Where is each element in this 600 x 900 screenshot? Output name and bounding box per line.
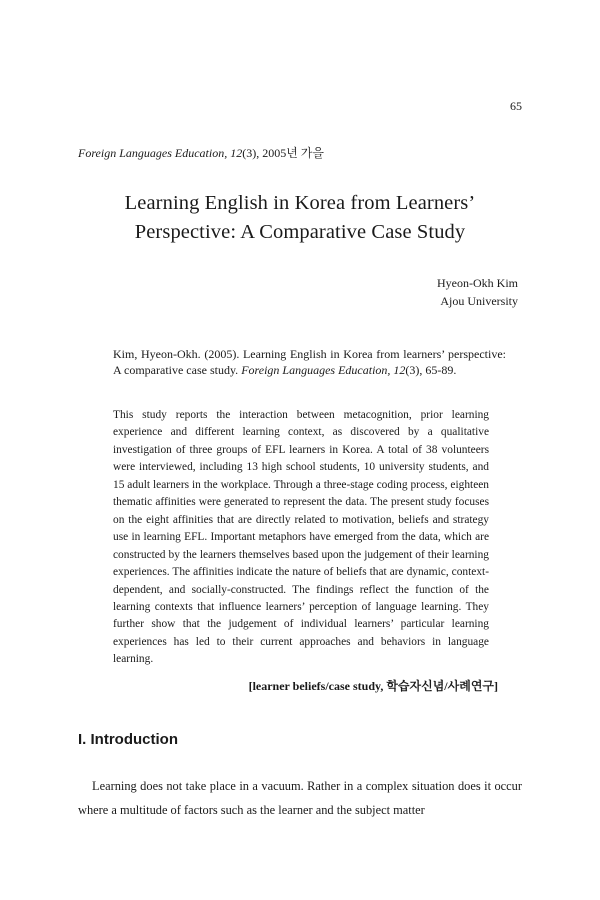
page-number: 65: [510, 99, 522, 113]
citation-volume: 12: [393, 363, 406, 377]
running-header: [78, 144, 324, 161]
title-line-1: Learning English in Korea from Learners’: [124, 191, 476, 214]
author-affiliation: Ajou University: [440, 294, 518, 308]
abstract: This study reports the interaction between metacognition, prior learning experience and different learning context, as discovered by a qualitative investigation of three groups of EFL learners in Korea. A total of 38 volunteers were interviewed, including 13 high school students, 10 university students, and 15 adult learners in the workplace. Through a three-stage coding process, eighteen thematic affinities were generated to represent the data. The present study focuses on the eight affinities that are directly related to motivation, beliefs and strategy use in learning EFL. Important metaphors have emerged from the data, which are constructed by the learners themselves based upon the judgement of their learning experiences. The affinities indicate the nature of beliefs that are dynamic, context-dependent, and socially-constructed. The findings reflect the function of the learning contexts that influence learners’ perception of language learning. They further show that the judgement of individual learners’ particular learning experiences has led to their current approaches and behaviors in language learning.: [113, 409, 489, 666]
paper-title: [0, 189, 600, 247]
title-line-2: Perspective: A Comparative Case Study: [134, 220, 466, 243]
citation-text: Kim, Hyeon-Okh. (2005). Learning English in Korea from learners’ perspective: A comparative case study.: [113, 347, 506, 377]
journal-issue-year: (3), 2005년 가을: [242, 146, 324, 160]
journal-name: Foreign Languages Education,: [78, 146, 228, 160]
journal-volume: 12: [230, 146, 243, 160]
citation-journal: Foreign Languages Education,: [241, 363, 391, 377]
body-paragraph: Learning does not take place in a vacuum. Rather in a complex situation does it occur where a multitude of factors such as the learner and the subject matter: [78, 779, 522, 817]
citation: [113, 346, 506, 378]
keywords: [learner beliefs/case study, 학습자신념/사례연구]: [248, 679, 498, 693]
author-block: [437, 274, 518, 310]
citation-pages: (3), 65-89.: [405, 363, 457, 377]
author-name: Hyeon-Okh Kim: [437, 276, 518, 290]
section-heading: I. Introduction: [78, 731, 178, 748]
